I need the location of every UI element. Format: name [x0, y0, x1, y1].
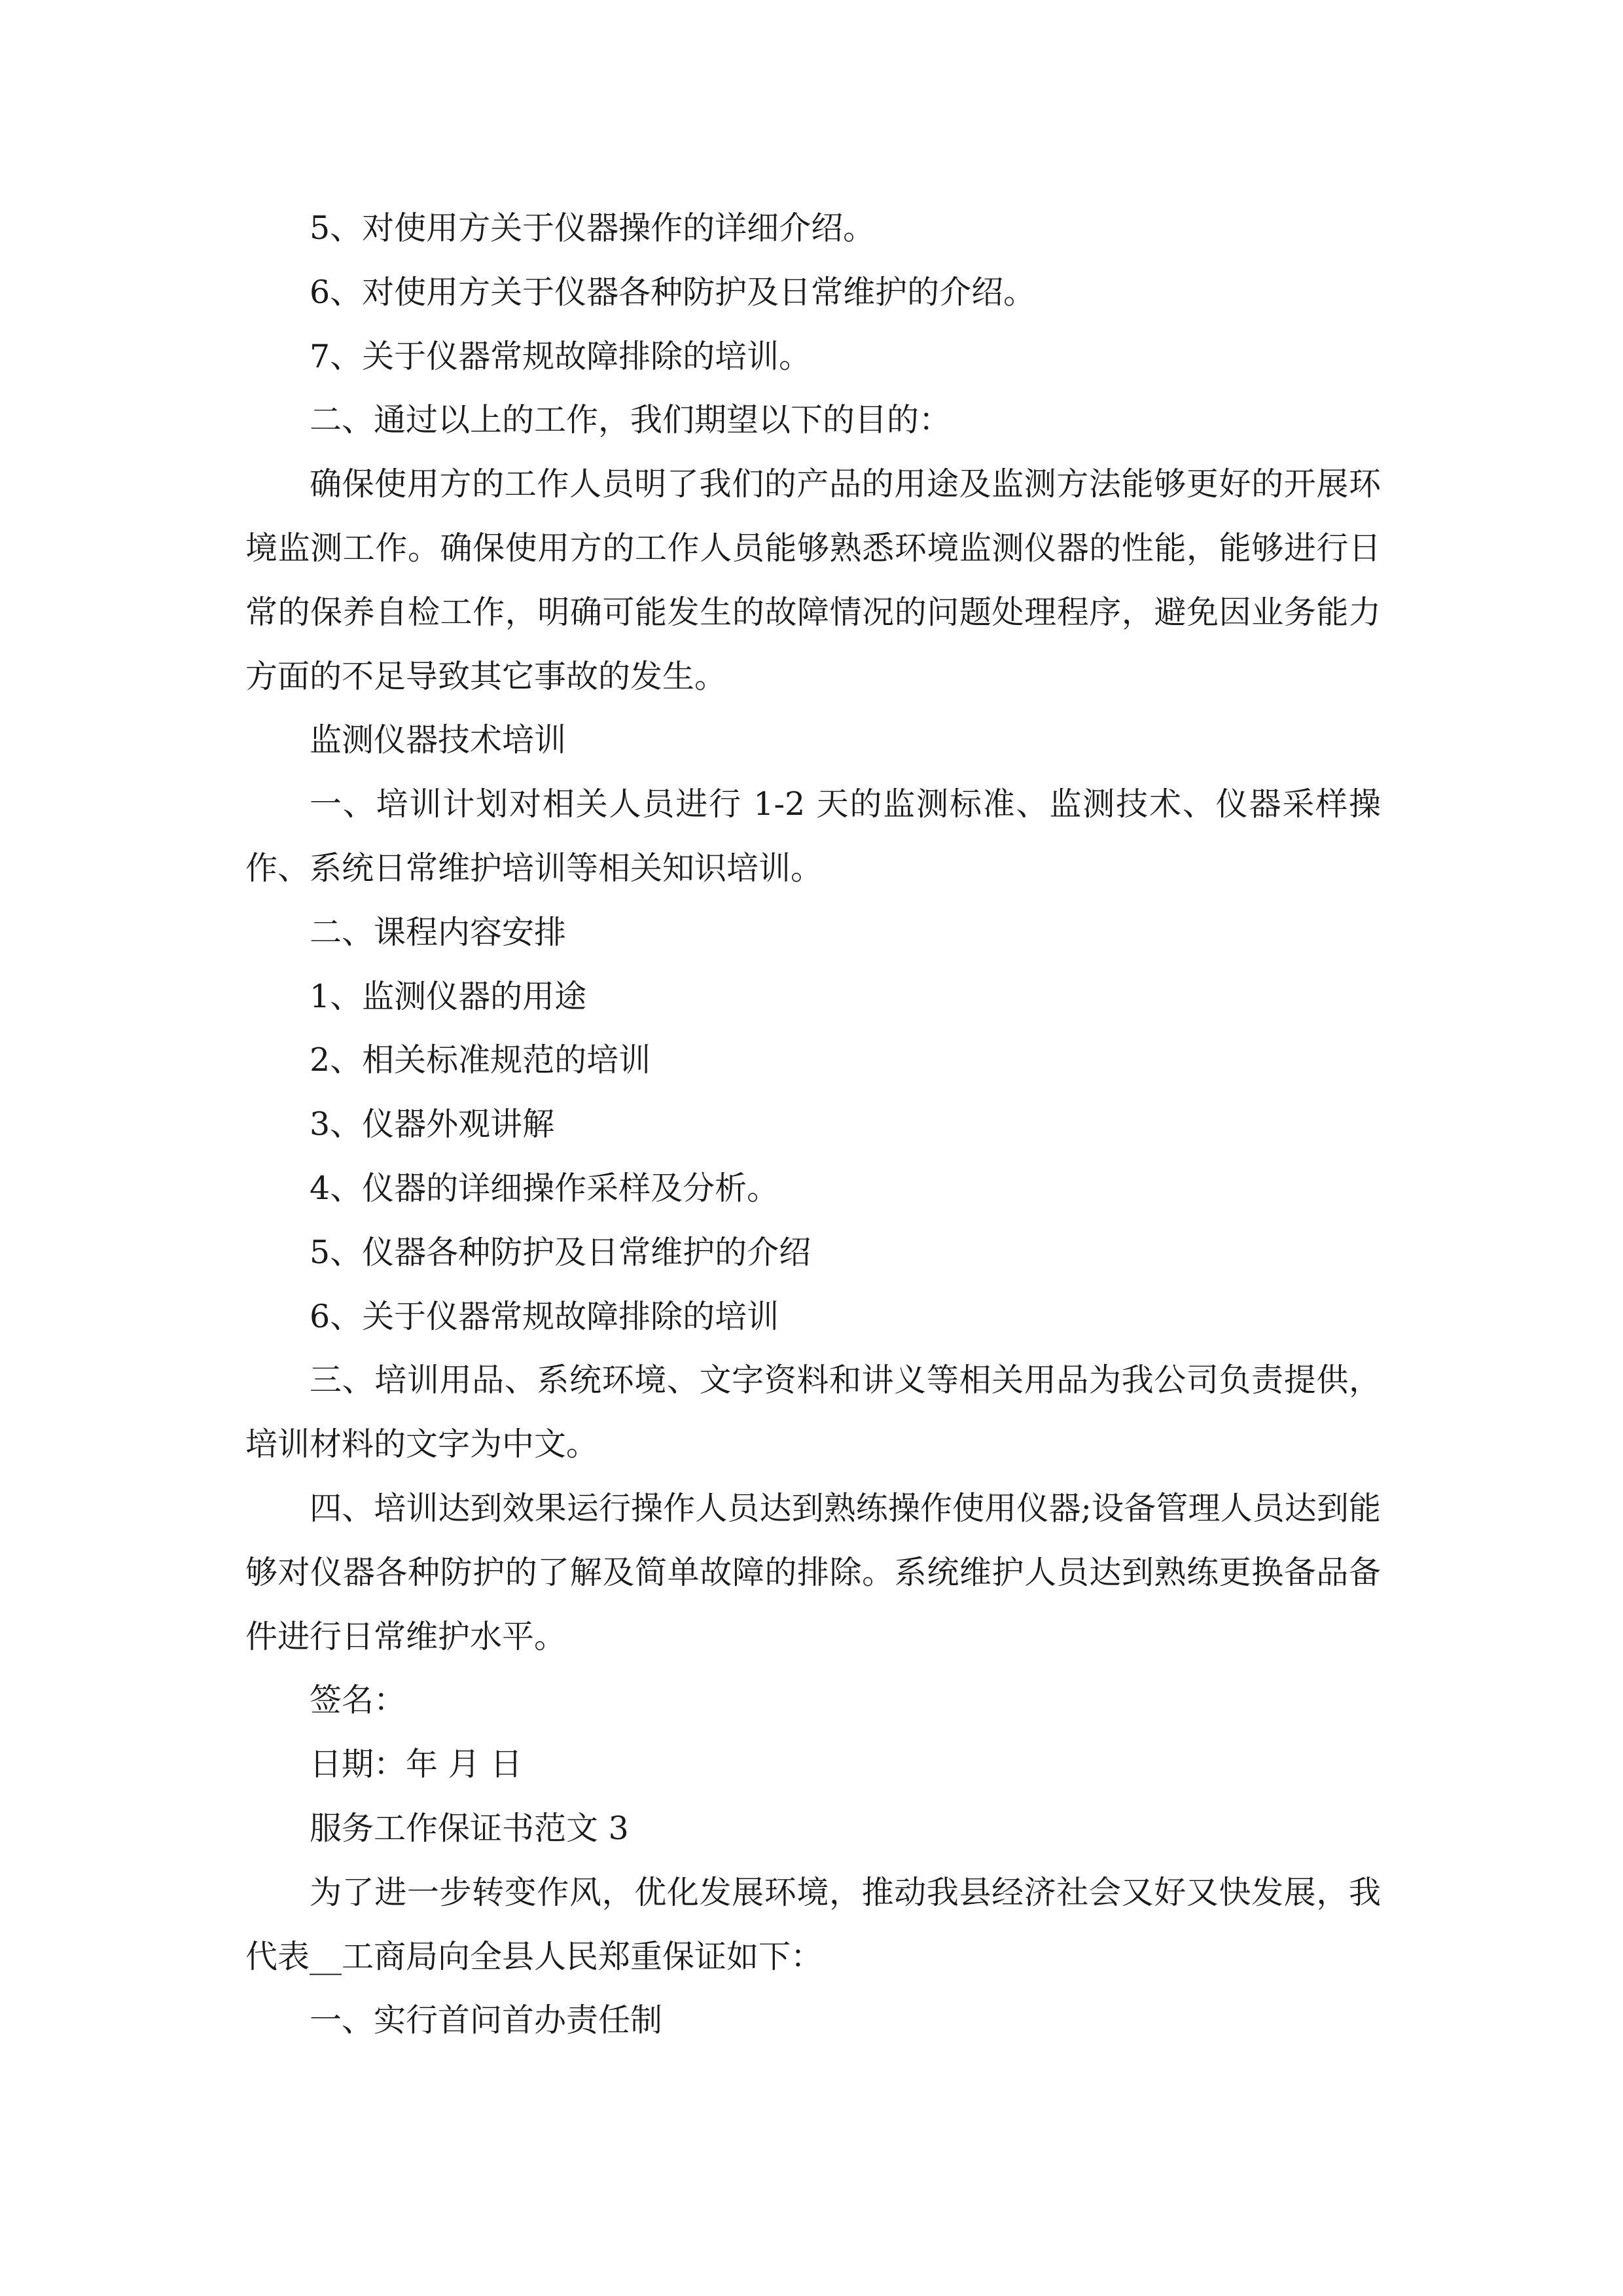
date-line: 日期：年 月 日	[310, 1746, 523, 1784]
course-item-5: 5、仪器各种防护及日常维护的介绍	[310, 1233, 812, 1271]
section-heading-course: 二、课程内容安排	[310, 913, 567, 951]
course-item-6: 6、关于仪器常规故障排除的培训	[310, 1297, 779, 1335]
supplies-paragraph: 三、培训用品、系统环境、文字资料和讲义等相关用品为我公司负责提供，培训材料的文字为中文。	[245, 1361, 1381, 1463]
pledge-intro-paragraph: 为了进一步转变作风，优化发展环境，推动我县经济社会又好又快发展，我代表__工商局向全县人民郑重保证如下：	[245, 1873, 1381, 1975]
course-item-2: 2、相关标准规范的培训	[310, 1041, 651, 1079]
signature-line: 签名：	[310, 1681, 406, 1719]
list-item-6-maintenance: 6、对使用方关于仪器各种防护及日常维护的介绍。	[310, 273, 1036, 311]
course-item-1: 1、监测仪器的用途	[310, 977, 587, 1015]
list-item-7-troubleshooting: 7、关于仪器常规故障排除的培训。	[310, 337, 812, 375]
course-item-4: 4、仪器的详细操作采样及分析。	[310, 1169, 779, 1207]
pledge-item-1: 一、实行首问首办责任制	[310, 2001, 663, 2039]
document-body	[245, 196, 1381, 2053]
section-heading-goals: 二、通过以上的工作，我们期望以下的目的：	[310, 401, 952, 439]
results-paragraph: 四、培训达到效果运行操作人员达到熟练操作使用仪器;设备管理人员达到能够对仪器各种防护的了解及简单故障的排除。系统维护人员达到熟练更换备品备件进行日常维护水平。	[245, 1489, 1381, 1655]
training-plan-paragraph: 一、培训计划对相关人员进行 1-2 天的监测标准、监测技术、仪器采样操作、系统日常维护培训等相关知识培训。	[245, 785, 1381, 887]
goals-paragraph: 确保使用方的工作人员明了我们的产品的用途及监测方法能够更好的开展环境监测工作。确保使用方的工作人员能够熟悉环境监测仪器的性能，能够进行日常的保养自检工作，明确可能发生的故障情况的问题处理程序，避免因业务能力方面的不足导致其它事故的发生。	[245, 465, 1381, 695]
list-item-5-operation: 5、对使用方关于仪器操作的详细介绍。	[310, 209, 876, 247]
section-title-sample-3: 服务工作保证书范文 3	[310, 1809, 629, 1847]
course-item-3: 3、仪器外观讲解	[310, 1105, 555, 1143]
section-title-training: 监测仪器技术培训	[310, 721, 567, 759]
